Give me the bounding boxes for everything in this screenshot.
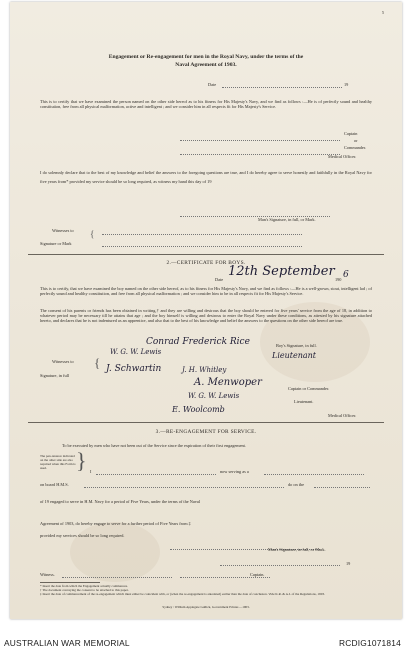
section3-line1-i: I [90, 469, 92, 474]
section3-witness-label: Witness. [40, 572, 55, 577]
section1-date-year: 19 [344, 82, 349, 87]
section-divider-2 [28, 422, 384, 423]
footnote-3: ‡ Insert the date of commencement of the re-engagement which must either be coincident with, or (when the re-engagement is antedated) earlier than the date of conclusion. Vide K.R. & A.I. of the Regulations, 1903. [40, 592, 325, 596]
printer-imprint: Sydney : William Applegate Gullick, Government Printer.—1903. [162, 605, 250, 609]
section2-date-label: Date [215, 277, 224, 282]
section3-side-note: The pen-tenance indicated on the other side are also required when this Form is used. [40, 454, 76, 470]
section3-line1-serving: now serving as a [220, 469, 249, 474]
witness-brace: { [90, 229, 95, 239]
handwritten-signature-medical: J. H. Whitley [182, 366, 227, 374]
section2-medical-officer-label: Medical Officer. [328, 413, 357, 418]
section1-signature-or-mark: Signature or Mark [40, 241, 72, 246]
section3-line2b: do on the [288, 482, 304, 487]
section1-witnesses-label: Witnesses to [52, 228, 74, 233]
section2-signature-label: Signature, in full [40, 373, 69, 378]
section1-title-line1: Engagement or Re-engagement for men in the Royal Navy, under the terms of the [108, 54, 304, 60]
section1-title-line2: Naval Agreement of 1903. [175, 62, 237, 68]
section2-witnesses-label: Witnesses to [52, 359, 74, 364]
handwritten-boy-signature: Conrad Frederick Rice [146, 337, 250, 347]
witness-line-2 [102, 246, 302, 247]
section1-captain-label: Captain [344, 131, 358, 136]
handwritten-signature-medofficer: E. Woolcomb [172, 405, 225, 414]
section2-consent-text: The consent of his parents or friends has been obtained in writing,† and they are willing and desirous that the boy should be entered for five years' service from the age of 18, in addition to whatever period may be necessary till he attains that age ; and the boy himself is willing and desirous to enter the Royal Navy under these conditions, as attested by his signature attached hereto, and declares that he is not indentured as an apprentice, and also that to the best of his knowledge and belief the answers to the questions on the other side hereof are true. [40, 308, 372, 324]
medical-line [180, 154, 340, 155]
section3-captain-label: Captain. [250, 572, 265, 577]
section2-certify-text: This is to certify, that we have examined the boy named on the other side hereof, as to his fitness for His Majesty's Navy, and we find as follows :—He is a well-grown, stout, intelligent lad ; of perfectly sound and healthy constitution, and free from all physical malformation ; and we consider him to be in all respects fit for His Majesty's Service. [40, 286, 372, 297]
section1-mans-signature: Man's Signature, in full, or Mark. [258, 217, 316, 222]
section3-heading: 3.—RE-ENGAGEMENT FOR SERVICE. [155, 429, 257, 435]
handwritten-signature-captain: J. Schwartin [106, 364, 162, 374]
witness-brace-2: { [94, 355, 101, 370]
section3-year: 19 [346, 561, 351, 566]
document-page [10, 2, 402, 619]
footer-institution: AUSTRALIAN WAR MEMORIAL [4, 638, 130, 648]
paper-stain [70, 522, 160, 582]
side-note-brace: } [76, 448, 87, 473]
handwritten-signature-lieutenant: W. G. W. Lewis [188, 392, 240, 400]
footnote-rule [40, 582, 100, 583]
witness-line-3 [62, 577, 172, 578]
footer-record-id: RCDIG1071814 [339, 638, 401, 648]
handwritten-signature-commander: A. Menwoper [194, 377, 262, 388]
captain-line [180, 140, 340, 141]
top-page-number: 5 [382, 10, 384, 15]
section1-date-line [222, 87, 342, 88]
section3-line5: provided my services should be so long required. [40, 533, 125, 538]
section1-certify-text: This is to certify that we have examined the person named on the other side hereof as to his fitness for His Majesty's Navy, and we find as follows :—He is of perfectly sound and healthy constitution, free from all physical malformation, active and intelligent ; and we consider him in all respects fit for His Majesty's Service. [40, 99, 372, 110]
section2-lieutenant-label: Lieutenant. [294, 399, 314, 404]
section1-medical-officer-label: Medical Officer. [328, 154, 357, 159]
section1-date-label: Date [208, 82, 217, 87]
section2-heading: 2.—CERTIFICATE FOR BOYS. [166, 260, 246, 266]
date-on-line [314, 487, 370, 488]
rating-line [264, 474, 364, 475]
handwritten-date: 12th September [228, 264, 335, 279]
handwritten-lieutenant: Lieutenant [272, 351, 316, 360]
footnote-2: † The document conveying the consent to be attached to this paper. [40, 588, 129, 592]
section1-or-label: or [354, 138, 358, 143]
section3-line4: Agreement of 1903, do hereby engage to serve for a further period of Five Years from ‡ [40, 521, 191, 526]
section3-line3: of 19 engaged to serve in H.M. Navy for a period of Five Years, under the terms of the Naval [40, 499, 201, 504]
section2-boys-signature-label: Boy's Signature, in full. [276, 343, 317, 348]
handwritten-year-digit: 6 [343, 270, 349, 280]
section2-year-printed: 190 [335, 277, 342, 282]
witness-line-1 [102, 234, 302, 235]
section3-line2: on board H.M.S. [40, 482, 69, 487]
section2-captain-commander-label: Captain or Commander. [288, 386, 330, 391]
section3-date-line [220, 565, 340, 566]
section1-commander-label: Commander. [344, 145, 367, 150]
section-divider [28, 254, 384, 255]
section3-mans-signature: Man's Signature, in full, or Mark. [268, 547, 326, 552]
footnote-1: * Insert the date from which the Engagement actually commences. [40, 584, 128, 588]
name-line [96, 474, 216, 475]
section3-intro: To be executed by men who have not been out of the Service since the expiration of their first engagement. [62, 443, 246, 448]
ship-line [84, 487, 284, 488]
section1-declaration: I do solemnly declare that to the best of my knowledge and belief the answers to the foregoing questions are true, and I do hereby agree to serve honestly and faithfully in the Royal Navy for five years from* provided my service should be so long required, as witness my hand this day of 19 [40, 170, 372, 185]
handwritten-witness-1: W. G. W. Lewis [110, 348, 162, 356]
